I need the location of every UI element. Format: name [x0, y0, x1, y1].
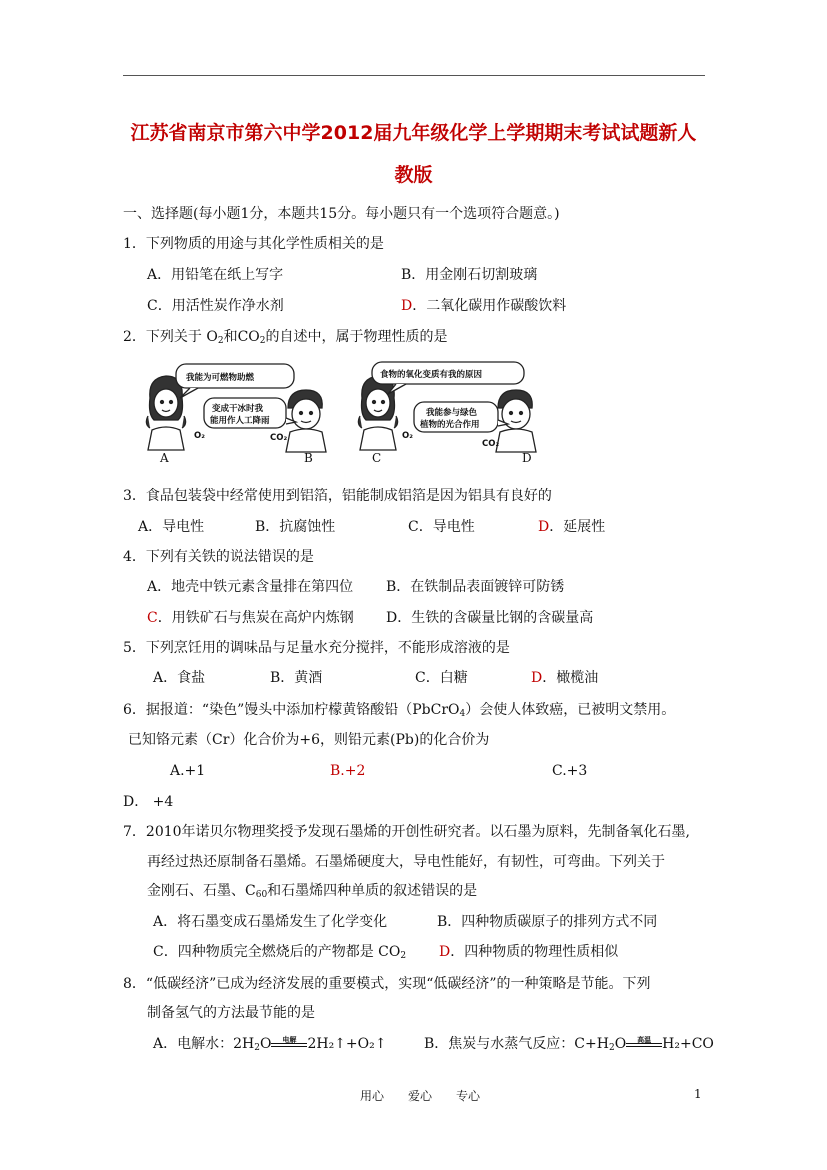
co2-label-d: CO₂: [482, 439, 500, 449]
q5-option-c: C．白糖: [415, 670, 468, 686]
q7-option-d-text: ．四种物质的物理性质相似: [450, 944, 619, 960]
doc-title-line2: 教版: [394, 164, 433, 186]
q6-option-c: C.+3: [552, 763, 588, 779]
q6-option-a: A.+1: [170, 763, 206, 779]
q4-option-c-text: ．用铁矿石与焦炭在高炉内炼钢: [157, 610, 354, 626]
q7-option-c-sub: 2: [400, 951, 407, 961]
q6-line1: [123, 701, 675, 723]
q7-answer-letter: D: [439, 944, 451, 960]
q2-cartoon: [140, 358, 560, 464]
q7-option-c: [153, 943, 406, 965]
bubble-d-text-line2: 植物的光合作用: [420, 420, 480, 430]
q7-option-d: [439, 943, 618, 961]
bubble-a-text: 我能为可燃物助燃: [186, 373, 255, 383]
q1-option-d-text: ．二氧化碳用作碳酸饮料: [412, 298, 567, 314]
q2-stem-sub1: 2: [217, 336, 224, 346]
q5-option-b: B．黄酒: [270, 670, 323, 686]
bubble-b-text-line1: 变成干冰时我: [212, 404, 264, 414]
q4-answer-letter: C: [147, 610, 158, 626]
q4-stem: 4．下列有关铁的说法错误的是: [123, 549, 314, 565]
doc-title-line1: 江苏省南京市第六中学2012届九年级化学上学期期末考试试题新人: [130, 122, 697, 144]
footer-motto: 用心 爱心 专心: [360, 1089, 481, 1103]
q4-option-c: [147, 609, 354, 627]
q5-answer-letter: D: [531, 670, 543, 686]
q7-option-a: A．将石墨变成石墨烯发生了化学变化: [153, 914, 388, 930]
q7-line3-pre: 金刚石、石墨、C: [147, 883, 256, 899]
q2-stem-sub2: 2: [259, 336, 266, 346]
girl-c-figure: [358, 376, 397, 450]
q1-option-c: C．用活性炭作净水剂: [147, 298, 284, 314]
q6-line1-post: ）会使人体致癌，已被明文禁用。: [465, 702, 676, 718]
o2-label-a: O₂: [194, 431, 205, 441]
q8-option-b: B．焦炭与水蒸气反应：$C+H_2O$ 高温 H₂+CO: [424, 1035, 714, 1057]
q6-line1-pre: 6．据报道：“染色”馒头中添加柠檬黄铬酸铅（PbCrO: [123, 702, 460, 718]
q8-option-b-sub: 2: [608, 1043, 615, 1053]
girl-a-figure: [146, 376, 185, 450]
reaction-arrow-high-temp: [626, 1037, 662, 1051]
bubble-b-text-line2: 能用作人工降雨: [210, 416, 270, 426]
q4-option-b: B．在铁制品表面镀锌可防锈: [386, 579, 565, 595]
figure-label-a: A: [160, 451, 169, 464]
q2-stem-mid: 和CO: [223, 329, 260, 345]
q5-option-d-text: ．橄榄油: [542, 670, 599, 686]
q3-option-a: A．导电性: [138, 519, 205, 535]
q5-option-d: [531, 669, 598, 687]
page-number: 1: [694, 1087, 702, 1101]
header-rule: [123, 75, 705, 76]
q7-line2: 再经过热还原制备石墨烯。石墨烯硬度大，导电性能好，有韧性，可弯曲。下列关于: [147, 854, 665, 870]
q7-option-b: B．四种物质碳原子的排列方式不同: [437, 914, 658, 930]
reaction-arrow-electrolysis: [271, 1037, 307, 1051]
bubble-d-text-line1: 我能参与绿色: [426, 408, 478, 418]
q7-line1: 7．2010年诺贝尔物理奖授予发现石墨烯的开创性研究者。以石墨为原料，先制备氧化石墨,: [123, 824, 690, 840]
q8-line1: 8．“低碳经济”已成为经济发展的重要模式，实现“低碳经济”的一种策略是节能。下列: [123, 976, 651, 992]
q8-option-a-pre: A．电解水：2H: [153, 1036, 255, 1052]
q1-option-b: B．用金刚石切割玻璃: [401, 267, 538, 283]
q3-option-d-text: ．延展性: [549, 519, 606, 535]
q4-option-a: A．地壳中铁元素含量排在第四位: [147, 579, 354, 595]
q1-option-a: A．用铅笔在纸上写字: [147, 267, 284, 283]
q1-option-d: [401, 297, 566, 315]
q6-option-d: D． +4: [123, 794, 174, 810]
q5-stem: 5．下列烹饪用的调味品与足量水充分搅拌，不能形成溶液的是: [123, 640, 510, 656]
q3-option-c: C．导电性: [408, 519, 475, 535]
figure-label-d: D: [522, 451, 532, 464]
co2-label-b: CO₂: [270, 433, 288, 443]
q3-stem: 3．食品包装袋中经常使用到铝箔，铝能制成铝箔是因为铝具有良好的: [123, 488, 552, 504]
q8-option-b-post: H₂+CO: [662, 1036, 714, 1052]
q1-answer-letter: D: [401, 298, 413, 314]
q8-option-b-condition: 高温: [637, 1035, 652, 1044]
q4-option-d: D．生铁的含碳量比钢的含碳量高: [386, 610, 594, 626]
q3-answer-letter: D: [538, 519, 550, 535]
q7-line3: [147, 882, 477, 904]
q7-option-c-text: C．四种物质完全燃烧后的产物都是 CO: [153, 944, 401, 960]
q6-line2: 已知铬元素（Cr）化合价为+6，则铅元素(Pb)的化合价为: [128, 732, 490, 748]
q7-line3-post: 和石墨烯四种单质的叙述错误的是: [267, 883, 478, 899]
figure-label-b: B: [304, 451, 313, 464]
q5-option-a: A．食盐: [153, 670, 206, 686]
q8-option-b-pre: B．焦炭与水蒸气反应：C+H: [424, 1036, 609, 1052]
q8-option-a-condition: 电解: [282, 1035, 297, 1044]
bubble-c-text: 食物的氧化变质有我的原因: [380, 370, 483, 380]
figure-label-c: C: [372, 451, 382, 464]
q2-stem-post: 的自述中，属于物理性质的是: [265, 329, 448, 345]
q7-line3-sub: 60: [255, 890, 268, 900]
q6-option-b: B.+2: [330, 763, 366, 779]
q2-stem: [123, 328, 448, 350]
q8-option-a: A．电解水：$2H_2O$ 电解 2H₂↑+O₂↑: [153, 1035, 386, 1057]
q8-option-a-post: 2H₂↑+O₂↑: [307, 1036, 387, 1052]
q2-stem-pre: 2．下列关于 O: [123, 329, 218, 345]
q3-option-d: [538, 518, 605, 536]
q6-line1-sub: 4: [459, 709, 466, 719]
q8-line2: 制备氢气的方法最节能的是: [147, 1005, 315, 1021]
q3-option-b: B．抗腐蚀性: [255, 519, 336, 535]
section-heading: 一、选择题(每小题1分，本题共15分。每小题只有一个选项符合题意。): [123, 206, 560, 222]
q1-stem: 1．下列物质的用途与其化学性质相关的是: [123, 236, 384, 252]
q8-option-a-sub: 2: [254, 1043, 260, 1053]
o2-label-c: O₂: [402, 431, 413, 441]
